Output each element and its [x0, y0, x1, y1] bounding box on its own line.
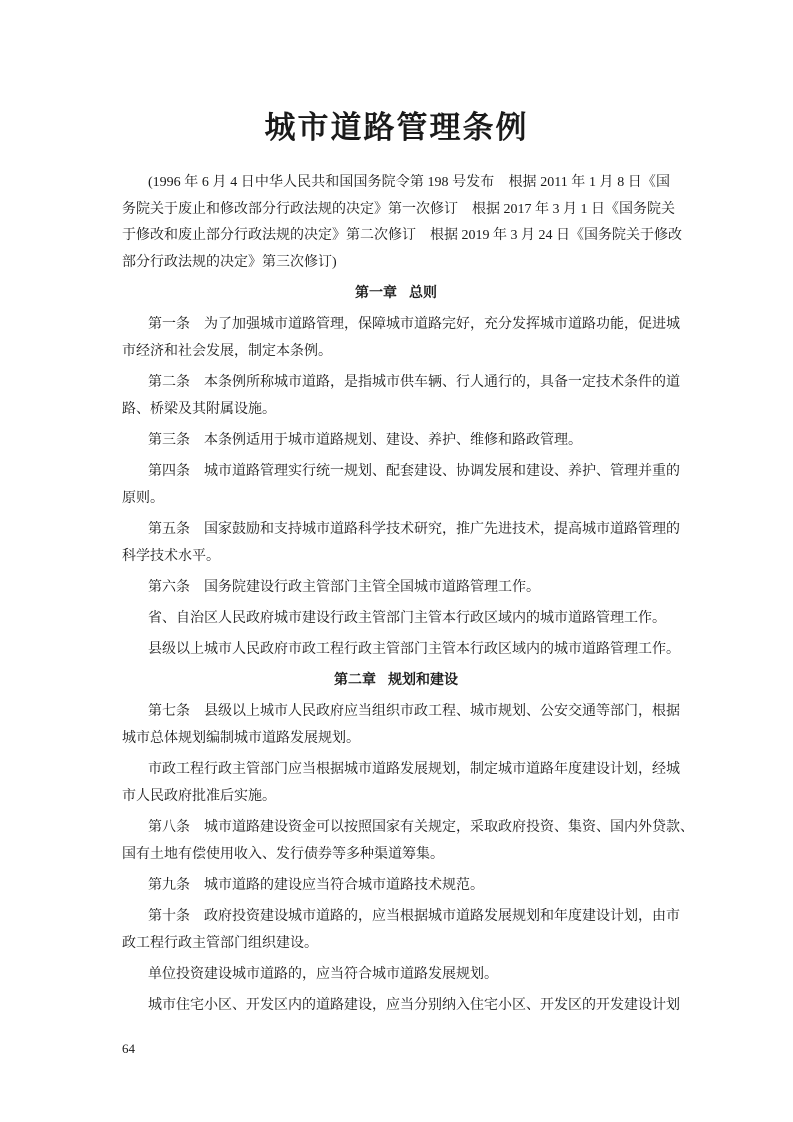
chapter-name: 总则: [409, 286, 437, 301]
article-paragraph: [122, 427, 670, 454]
paragraph-line: 县级以上城市人民政府市政工程行政主管部门主管本行政区域内的城市道路管理工作。: [148, 642, 680, 657]
paragraph-line: 第三条 本条例适用于城市道路规划、建设、养护、维修和路政管理。: [148, 433, 582, 448]
article-paragraph: [122, 574, 670, 601]
paragraph-line: 政工程行政主管部门组织建设。: [122, 936, 318, 951]
preamble-line: 于修改和废止部分行政法规的决定》第二次修订 根据 2019 年 3 月 24 日《国务院关于修改: [122, 228, 682, 243]
paragraph-line: 路、桥梁及其附属设施。: [122, 402, 276, 417]
paragraph-line: 原则。: [122, 491, 164, 506]
paragraph-line: 城市住宅小区、开发区内的道路建设，应当分别纳入住宅小区、开发区的开发建设计划: [148, 998, 680, 1013]
paragraph-line: 省、自治区人民政府城市建设行政主管部门主管本行政区域内的城市道路管理工作。: [148, 611, 666, 626]
paragraph-line: 第五条 国家鼓励和支持城市道路科学技术研究，推广先进技术，提高城市道路管理的: [148, 522, 680, 537]
paragraph-line: 市人民政府批准后实施。: [122, 789, 276, 804]
paragraph-line: 第四条 城市道路管理实行统一规划、配套建设、协调发展和建设、养护、管理并重的: [148, 464, 680, 479]
document-title: 城市道路管理条例: [264, 110, 529, 145]
paragraph-line: 城市总体规划编制城市道路发展规划。: [122, 731, 360, 746]
preamble-line: 务院关于废止和修改部分行政法规的决定》第一次修订 根据 2017 年 3 月 1 日《国务院关: [122, 201, 675, 217]
preamble-line: (1996 年 6 月 4 日中华人民共和国国务院令第 198 号发布 根据 2011 年 1 月 8 日《国: [148, 175, 670, 190]
chapter-name: 规划和建设: [388, 673, 458, 688]
paragraph-line: 第七条 县级以上城市人民政府应当组织市政工程、城市规划、公安交通等部门，根据: [148, 704, 680, 719]
paragraph-line: 第一条 为了加强城市道路管理，保障城市道路完好，充分发挥城市道路功能，促进城: [148, 317, 680, 332]
article-paragraph: [122, 992, 680, 1019]
paragraph-line: 第六条 国务院建设行政主管部门主管全国城市道路管理工作。: [148, 580, 540, 595]
chapter-heading: [122, 280, 670, 307]
article-paragraph: [122, 516, 680, 570]
paragraph-line: 第二条 本条例所称城市道路，是指城市供车辆、行人通行的，具备一定技术条件的道: [148, 375, 680, 390]
page-number: 64: [122, 1041, 135, 1056]
article-paragraph: [122, 756, 680, 810]
article-paragraph: [122, 961, 670, 988]
paragraph-line: 第八条 城市道路建设资金可以按照国家有关规定，采取政府投资、集资、国内外贷款、: [148, 820, 694, 835]
article-paragraph: [122, 636, 680, 663]
paragraph-line: 单位投资建设城市道路的，应当符合城市道路发展规划。: [148, 967, 498, 982]
article-paragraph: [122, 458, 680, 512]
document-body: [122, 170, 694, 1023]
preamble-line: 部分行政法规的决定》第三次修订): [122, 254, 337, 270]
article-paragraph: [122, 311, 680, 365]
paragraph-line: 第十条 政府投资建设城市道路的，应当根据城市道路发展规划和年度建设计划，由市: [148, 909, 680, 924]
paragraph-line: 第九条 城市道路的建设应当符合城市道路技术规范。: [148, 878, 484, 893]
article-paragraph: [122, 814, 694, 868]
article-paragraph: [122, 698, 680, 752]
article-paragraph: [122, 903, 680, 957]
article-paragraph: [122, 605, 670, 632]
chapter-heading: [122, 667, 670, 694]
chapter-number: 第二章: [334, 673, 376, 688]
article-paragraph: [122, 369, 680, 423]
preamble: [122, 170, 682, 276]
paragraph-line: 国有土地有偿使用收入、发行债券等多种渠道筹集。: [122, 847, 444, 862]
chapter-number: 第一章: [355, 286, 397, 301]
paragraph-line: 市政工程行政主管部门应当根据城市道路发展规划，制定城市道路年度建设计划，经城: [148, 762, 680, 777]
paragraph-line: 科学技术水平。: [122, 549, 220, 564]
article-paragraph: [122, 872, 670, 899]
paragraph-line: 市经济和社会发展，制定本条例。: [122, 344, 332, 359]
